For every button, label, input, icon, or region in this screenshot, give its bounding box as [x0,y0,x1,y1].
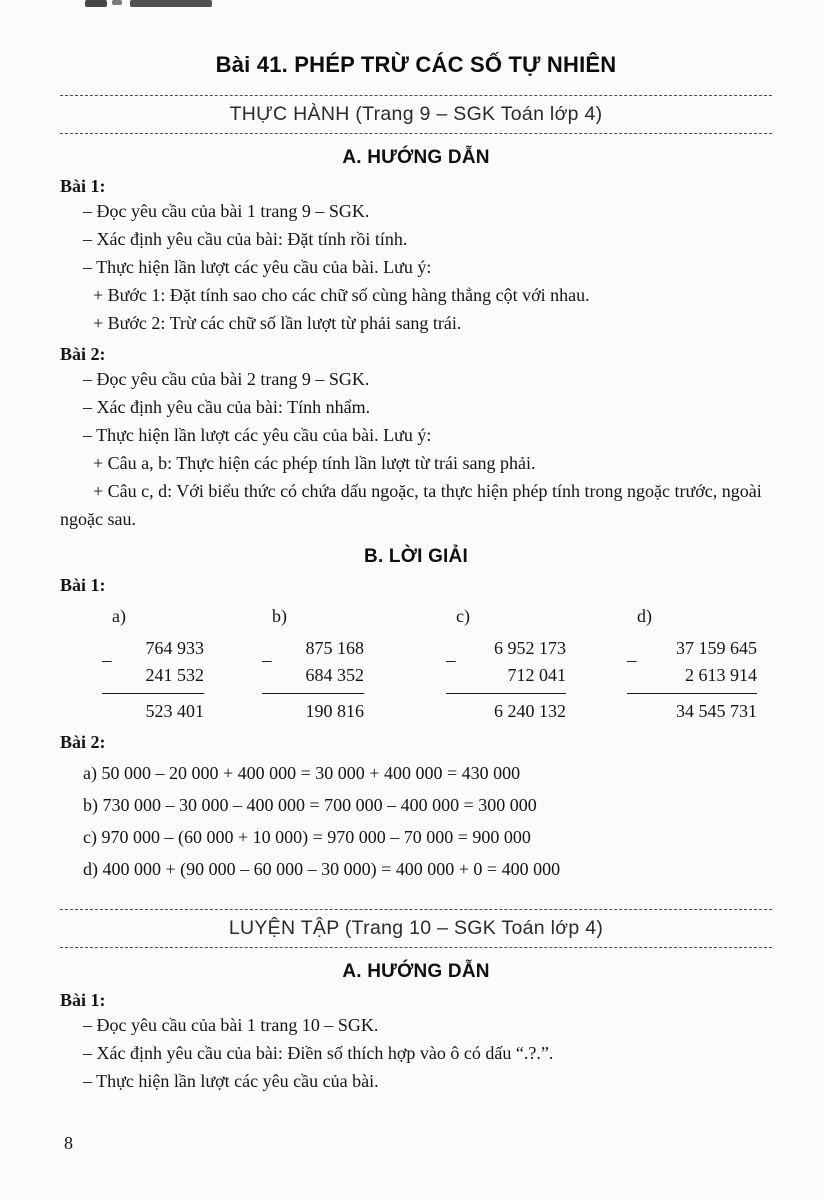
subtrahend: 684 352 [262,662,364,694]
difference: 6 240 132 [494,701,566,721]
solution-line: b) 730 000 – 30 000 – 400 000 = 700 000 – 400 000 = 300 000 [83,795,537,815]
guide-line: + Câu a, b: Thực hiện các phép tính lần lượt từ trái sang phải. [93,453,536,473]
guide-line: – Đọc yêu cầu của bài 1 trang 9 – SGK. [83,201,370,221]
subtraction-stack [446,635,566,725]
dashed-divider [60,947,772,948]
guide-line: – Đọc yêu cầu của bài 2 trang 9 – SGK. [83,369,370,389]
guide-line: – Đọc yêu cầu của bài 1 trang 10 – SGK. [83,1015,379,1035]
subtraction-block-c [446,606,627,725]
bai2-solution-label: Bài 2: [60,732,106,752]
subtraction-stack [262,635,364,725]
textbook-page [60,0,772,1095]
guide-line: – Thực hiện lần lượt các yêu cầu của bài. Lưu ý: [83,425,432,445]
bai2-solutions [60,757,772,885]
subtraction-label: a) [112,606,126,626]
guide-line: – Thực hiện lần lượt các yêu cầu của bài. [83,1071,379,1091]
subtraction-label: c) [456,606,470,626]
subtraction-stack [102,635,204,725]
lesson-title: Bài 41. PHÉP TRỪ CÁC SỐ TỰ NHIÊN [215,52,617,77]
section-header-luyen-tap: LUYỆN TẬP (Trang 10 – SGK Toán lớp 4) [228,917,604,939]
guide-line: – Xác định yêu cầu của bài: Đặt tính rồi tính. [83,229,408,249]
dashed-divider [60,95,772,96]
heading-huong-dan-luyen-tap: A. HƯỚNG DẪN [342,961,490,982]
bai1-solution-label: Bài 1: [60,575,106,595]
bai1-solutions-row [102,606,772,725]
guide-line: + Bước 2: Trừ các chữ số lần lượt từ phải sang trái. [93,313,462,333]
minus-operator: – [262,650,272,671]
difference: 34 545 731 [676,701,757,721]
guide-line: – Thực hiện lần lượt các yêu cầu của bài. Lưu ý: [83,257,432,277]
dashed-divider [60,909,772,910]
minus-operator: – [102,650,112,671]
minuend: 6 952 173 [494,638,566,658]
solution-line: c) 970 000 – (60 000 + 10 000) = 970 000 – 70 000 = 900 000 [83,827,531,847]
minuend: 37 159 645 [676,638,757,658]
minus-operator: – [627,650,637,671]
heading-loi-giai: B. LỜI GIẢI [364,546,468,567]
subtraction-stack [627,635,757,725]
minuend: 764 933 [145,638,204,658]
minuend: 875 168 [305,638,364,658]
subtrahend: 241 532 [102,662,204,694]
guide-line: – Xác định yêu cầu của bài: Tính nhẩm. [83,397,371,417]
difference: 190 816 [305,701,364,721]
subtrahend: 2 613 914 [627,662,757,694]
dashed-divider [60,133,772,134]
difference: 523 401 [145,701,204,721]
luyentap-bai1-label: Bài 1: [60,990,106,1010]
subtraction-block-b [262,606,446,725]
subtraction-label: d) [637,606,652,626]
page-number: 8 [64,1133,73,1153]
minus-operator: – [446,650,456,671]
subtraction-block-a [102,606,262,725]
bai2-guide-label: Bài 2: [60,344,106,364]
guide-line: + Bước 1: Đặt tính sao cho các chữ số cùng hàng thẳng cột với nhau. [93,285,590,305]
section-header-thuc-hanh: THỰC HÀNH (Trang 9 – SGK Toán lớp 4) [229,103,603,125]
subtrahend: 712 041 [446,662,566,694]
solution-line: d) 400 000 + (90 000 – 60 000 – 30 000) = 400 000 + 0 = 400 000 [83,859,561,879]
heading-huong-dan: A. HƯỚNG DẪN [342,147,490,168]
subtraction-label: b) [272,606,287,626]
bai1-guide-label: Bài 1: [60,176,106,196]
solution-line: a) 50 000 – 20 000 + 400 000 = 30 000 + 400 000 = 430 000 [83,763,521,783]
subtraction-block-d [627,606,757,725]
guide-line: – Xác định yêu cầu của bài: Điền số thích hợp vào ô có dấu “.?.”. [83,1043,554,1063]
guide-line: + Câu c, d: Với biểu thức có chứa dấu ngoặc, ta thực hiện phép tính trong ngoặc trước, ngoài ngoặc sau. [60,481,762,529]
